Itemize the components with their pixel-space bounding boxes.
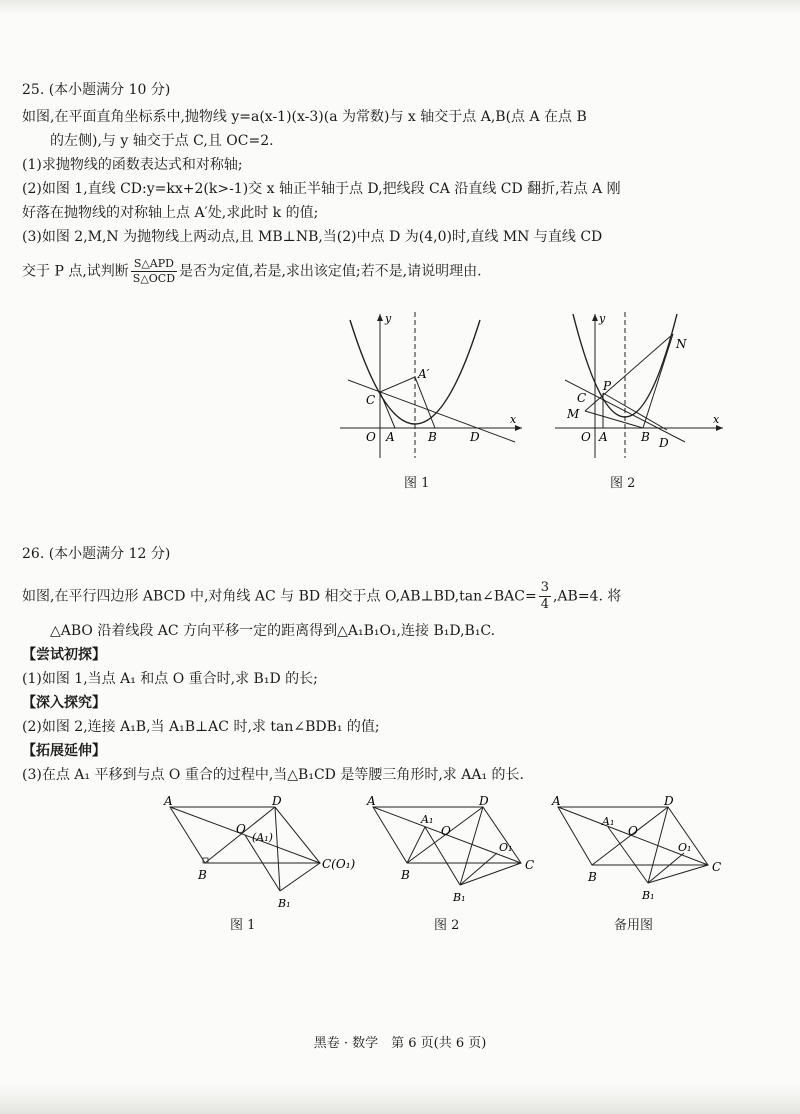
q26-title: 26. (本小题满分 12 分) (22, 546, 171, 562)
segment-b1c (280, 863, 320, 891)
q26-intro-post: ,AB=4. 将 (552, 588, 622, 605)
label-a: A (599, 430, 608, 444)
q26-figure-1-caption: 图 1 (230, 918, 256, 933)
label-b1: B₁ (453, 891, 466, 904)
segment-ca (380, 392, 395, 428)
q25-figure-2-caption: 图 2 (610, 476, 636, 491)
label-o1: O₁ (499, 841, 513, 854)
label-a-prime: A′ (418, 367, 430, 381)
label-o: O (366, 430, 376, 444)
label-x: x (510, 413, 517, 426)
segment-nb (643, 334, 673, 428)
q25-part3-line2 (22, 257, 782, 286)
label-d: D (479, 795, 489, 808)
label-a: A (386, 430, 395, 444)
q26-tag-extend: 【拓展延伸】 (22, 743, 106, 759)
q25-part2-line1: (2)如图 1,直线 CD:y=kx+2(k>-1)交 x 轴正半轴于点 D,把线段 CA 沿直线 CD 翻折,若点 A 刚 (22, 181, 621, 197)
scan-top-edge (0, 0, 800, 14)
q26-intro-pre: 如图,在平行四边形 ABCD 中,对角线 AC 与 BD 相交于点 O,AB⊥BD,tan∠BAC= (22, 588, 537, 605)
page-footer: 黑卷 · 数学 第 6 页(共 6 页) (313, 1036, 487, 1051)
label-o: O (628, 824, 638, 838)
tan-numerator: 3 (540, 580, 549, 595)
q26-backup-figure (550, 795, 735, 915)
q25-part3-pre: 交于 P 点,试判断 (22, 263, 129, 280)
q26-tag-explore: 【深入探究】 (22, 695, 106, 711)
question-25 (22, 78, 782, 286)
label-y: y (599, 312, 606, 325)
label-o: O (236, 822, 246, 836)
q26-backup-figure-caption: 备用图 (614, 918, 654, 933)
y-arrow-icon (377, 314, 383, 321)
label-c: C (525, 858, 535, 872)
label-b: B (198, 868, 207, 882)
question-26 (22, 542, 782, 787)
q26-part3: (3)在点 A₁ 平移到与点 O 重合的过程中,当△B₁CD 是等腰三角形时,求 AA₁ 的长. (22, 767, 524, 783)
label-a1: A₁ (421, 813, 434, 826)
q26-figure-2-caption: 图 2 (434, 918, 460, 933)
segment-b1o1 (648, 853, 684, 883)
label-b1: B₁ (642, 889, 655, 902)
label-a: A (164, 795, 173, 808)
label-m: M (567, 407, 580, 421)
segment-b1o1 (460, 853, 497, 885)
segment-a-prime-b (415, 377, 435, 428)
tan-denominator: 4 (540, 597, 549, 612)
y-arrow-icon (592, 314, 598, 321)
label-a: A (367, 795, 376, 808)
q25-intro-line2: 的左侧),与 y 轴交于点 C,且 OC=2. (50, 133, 274, 149)
fraction-denominator: S△OCD (132, 272, 176, 285)
fraction-numerator: S△APD (131, 257, 177, 272)
label-b1: B₁ (278, 897, 291, 910)
label-c: C(O₁) (322, 857, 356, 871)
q26-intro-line1 (22, 580, 782, 613)
label-y: y (385, 312, 392, 325)
label-o: O (581, 430, 591, 444)
label-d: D (659, 436, 669, 450)
q25-part1: (1)求抛物线的函数表达式和对称轴; (22, 157, 243, 173)
segment-ca-prime (380, 377, 415, 392)
q26-figure-2 (365, 795, 550, 915)
label-d: D (272, 795, 282, 808)
q25-figure-2 (555, 310, 730, 460)
label-d: D (470, 430, 480, 444)
q25-part2-line2: 好落在抛物线的对称轴上点 A′处,求此时 k 的值; (22, 205, 319, 221)
segment-b1d (275, 807, 280, 891)
q26-part2: (2)如图 2,连接 A₁B,当 A₁B⊥AC 时,求 tan∠BDB₁ 的值; (22, 719, 380, 735)
label-c: C (577, 391, 587, 405)
tan-fraction (539, 580, 551, 613)
q25-intro-line1: 如图,在平面直角坐标系中,抛物线 y=a(x-1)(x-3)(a 为常数)与 x 轴交于点 A,B(点 A 在点 B (22, 109, 587, 125)
label-b: B (588, 870, 597, 884)
q26-part1: (1)如图 1,当点 A₁ 和点 O 重合时,求 B₁D 的长; (22, 671, 318, 687)
area-ratio-fraction (131, 257, 177, 286)
label-c: C (712, 860, 722, 874)
label-p: P (603, 379, 612, 393)
label-b: B (401, 868, 410, 882)
q25-figure-1-caption: 图 1 (404, 476, 430, 491)
segment-b1c (648, 865, 708, 883)
label-d: D (664, 795, 674, 808)
segment-b1d (648, 807, 668, 883)
label-n: N (676, 337, 687, 351)
q26-tag-try: 【尝试初探】 (22, 647, 106, 663)
label-c: C (366, 393, 376, 407)
segment-a1b (407, 827, 425, 863)
q25-part3-post: 是否为定值,若是,求出该定值;若不是,请说明理由. (179, 263, 482, 280)
segment-b1d (460, 807, 483, 885)
label-o1: O₁ (678, 841, 692, 854)
label-b: B (641, 430, 650, 444)
q25-part3-line1: (3)如图 2,M,N 为抛物线上两动点,且 MB⊥NB,当(2)中点 D 为(4,0)时,直线 MN 与直线 CD (22, 229, 603, 245)
label-a: A (552, 795, 561, 808)
label-a1: A₁ (602, 815, 615, 828)
label-x: x (713, 413, 720, 426)
q25-title: 25. (本小题满分 10 分) (22, 82, 171, 98)
label-a1: (A₁) (252, 831, 273, 844)
q25-figure-1 (340, 310, 530, 460)
q26-figure-1 (160, 795, 360, 915)
label-o: O (441, 824, 451, 838)
segment-b1c (460, 863, 521, 885)
scan-bottom-edge (0, 1084, 800, 1114)
q26-intro-line2: △ABO 沿着线段 AC 方向平移一定的距离得到△A₁B₁O₁,连接 B₁D,B₁C. (50, 623, 496, 639)
label-b: B (428, 430, 437, 444)
